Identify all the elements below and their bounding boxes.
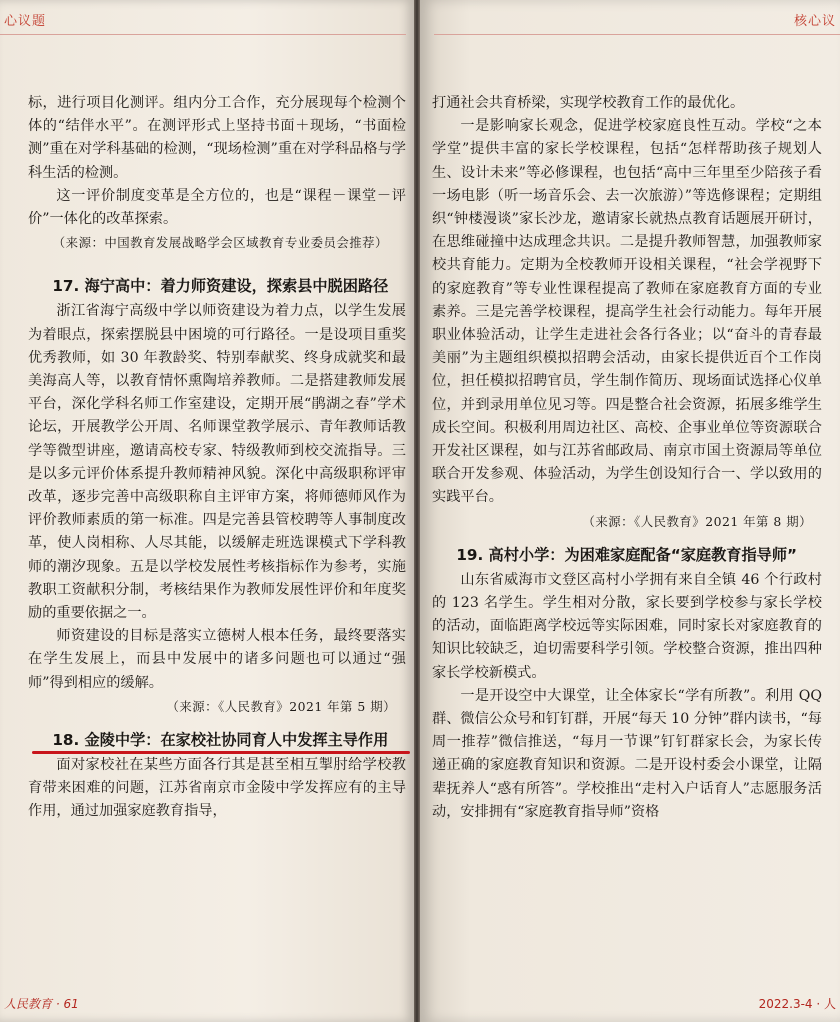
paragraph-body: 山东省威海市文登区高村小学拥有来自全镇 46 个行政村的 123 名学生。学生相对分散，家长要到学校参与家长学校的活动，面临距离学校远等实际困难，同时家长对家庭教育的知识比较缺乏，迫切需要科学引领。学校整合资源，推出四种家长学校新模式。 — [432, 571, 822, 681]
header-rule-left — [0, 34, 406, 35]
paragraph-summary: 这一评价制度变革是全方位的，也是“课程－课堂－评价”一体化的改革探索。 — [28, 187, 406, 228]
right-text-column — [432, 92, 822, 824]
running-head-left: 心议题 — [4, 14, 47, 29]
source-note: （来源：中国教育发展战略学会区域教育专业委员会推荐） — [52, 235, 388, 251]
paragraph-body: 面对家校社在某些方面各行其是甚至相互掣肘给学校教育带来困难的问题，江苏省南京市金陵中学发挥应有的主导作用，通过加强家庭教育指导， — [28, 757, 406, 820]
paragraph-body: 一是影响家长观念，促进学校家庭良性互动。学校“之本学堂”提供丰富的家长学校课程，包括“怎样帮助孩子规划人生、设计未来”等必修课程，也包括“高中三年里至少陪孩子看一场电影（听一场音乐会、去一次旅游）”等选修课程；定期组织“钟楼漫谈”家长沙龙，邀请家长就热点教育话题展开研讨，在思维碰撞中达成理念共识。二是提升教师智慧，加强教师家校共育能力。定期为全校教师开设相关课程，“社会学视野下的家庭教育”等专业性课程提高了教师在家庭教育方面的专业素养。三是完善学校课程，提高学生社会行动能力。每年开展职业体验活动，让学生走进社会各行各业；以“奋斗的青春最美丽”为主题组织模拟招聘会活动，由家长提供近百个工作岗位，担任模拟招聘官员，学生制作简历、现场面试选择心仪单位，并到录用单位见习等。四是整合社会资源，拓展多维学生成长空间。积极利用周边社区、高校、企事业单位等资源联合开发社区课程，如与江苏省邮政局、南京市国土资源局等单位联合开发参观、体验活动，为学生创设知行合一、学以致用的实践平台。 — [432, 118, 822, 506]
paragraph-continuation: 标，进行项目化测评。组内分工合作，充分展现每个检测个体的“结伴水平”。在测评形式上坚持书面＋现场，“书面检测”重在对学科基础的检测，“现场检测”重在对学科品格与学科生活的检测。 — [28, 95, 406, 181]
source-note: （来源：《人民教育》2021 年第 5 期） — [166, 698, 396, 714]
section-heading-17: 17. 海宁高中：着力师资建设，探索县中脱困路径 — [52, 277, 389, 296]
page-footer-left: 人民教育 · 61 — [4, 997, 79, 1011]
running-head-right: 核心议 — [793, 14, 836, 29]
left-text-column — [28, 92, 406, 824]
right-page — [420, 0, 840, 1022]
section-heading-18 — [28, 728, 406, 752]
red-underline-mark — [32, 751, 410, 754]
paragraph-continuation: 打通社会共育桥梁，实现学校教育工作的最优化。 — [432, 95, 745, 111]
page-footer-right: 2022.3-4 · 人 — [758, 997, 836, 1011]
paragraph-body: 浙江省海宁高级中学以师资建设为着力点，以学生发展为着眼点，探索摆脱县中困境的可行路径。一是设项目重奖优秀教师，如 30 年教龄奖、特别奉献奖、终身成就奖和最美海高人等，以教育情怀熏陶培养教师。二是搭建教师发展平台，深化学科名师工作室建设，定期开展“鹃湖之春”学术论坛，开展教学公开周、名师课堂教学展示、青年教师话教学等微型讲座，邀请高校专家、特级教师到校交流指导。三是以多元评价体系提升教师精神风貌。深化中高级职称评审改革，逐步完善中高级职称自主评审方案，将师德师风作为评价教师素质的第一标准。四是完善县管校聘等人事制度改革，使人岗相称、人尽其能，以缓解走班选课模式下学科教师的潮汐现象。五是以学校发展性考核指标作为参考，实施教职工资献积分制，考核结果作为教师发展性评价和年度奖励的重要依据之一。 — [28, 303, 406, 622]
paragraph-body: 一是开设空中大课堂，让全体家长“学有所教”。利用 QQ 群、微信公众号和钉钉群，开展“每天 10 分钟”群内读书，“每周一推荐”微信推送，“每月一节课”钉钉群家长会，为家长传递正确的家庭教育知识和资源。二是开设村委会小课堂，让隔辈抚养人“惑有所答”。学校推出“走村入户话育人”志愿服务活动，安排拥有“家庭教育指导师”资格 — [432, 687, 822, 820]
section-heading-19: 19. 高村小学：为困难家庭配备“家庭教育指导师” — [456, 545, 798, 564]
section-heading-18-text: 18. 金陵中学：在家校社协同育人中发挥主导作用 — [52, 731, 389, 750]
paragraph-body: 师资建设的目标是落实立德树人根本任务，最终要落实在学生发展上，而县中发展中的诸多问题也可以通过“强师”得到相应的缓解。 — [28, 628, 406, 691]
left-page — [0, 0, 414, 1022]
source-note: （来源：《人民教育》2021 年第 8 期） — [582, 513, 812, 529]
header-rule-right — [434, 34, 840, 35]
